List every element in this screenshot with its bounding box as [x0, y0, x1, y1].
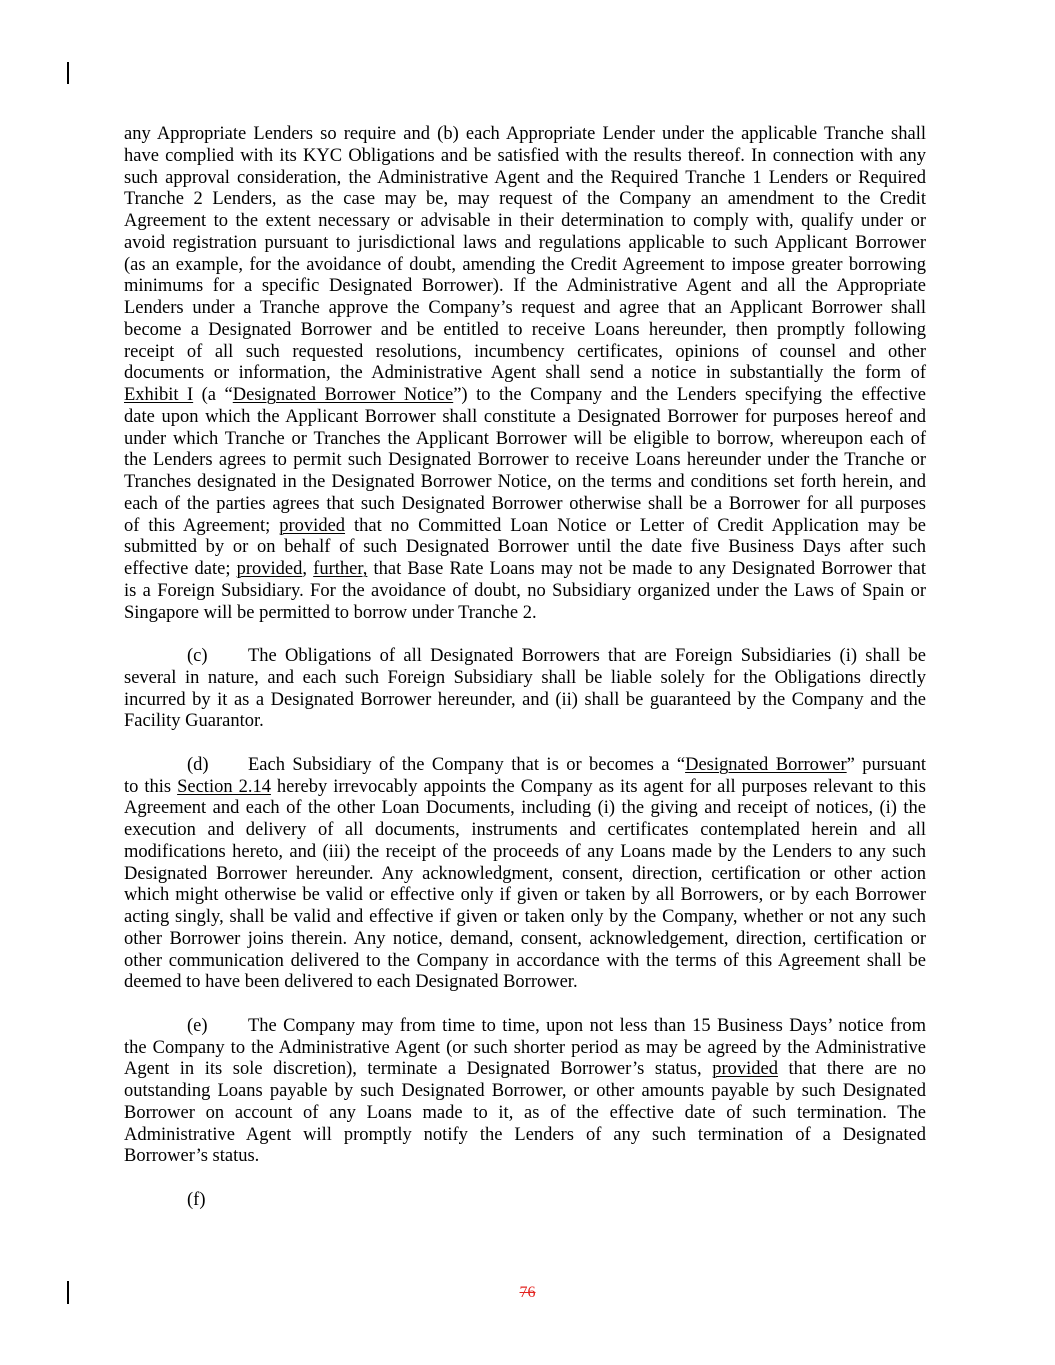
text-line [124, 690, 926, 712]
text-segment: avoid registration pursuant to jurisdictional laws and regulations applicable to such Applicant Borrower [124, 232, 926, 253]
text-segment: that there are no [777, 1059, 927, 1080]
text-line [124, 777, 926, 799]
text-line [124, 168, 926, 190]
text-segment: outstanding Loans payable by such Designated Borrower, or other amounts payable by such Designated [124, 1081, 926, 1101]
text-segment: date upon which the Applicant Borrower shall constitute a Designated Borrower for purposes hereof and [124, 406, 926, 427]
text-segment: Tranches designated in the Designated Borrower Notice, on the terms and conditions set forth herein, and [124, 472, 926, 492]
text-segment: documents or information, the Administrative Agent shall send a notice in substantially the form of [124, 363, 926, 384]
text-line [124, 298, 926, 320]
text-line [124, 929, 926, 951]
text-segment: such approval consideration, the Administrative Agent and the Required Tranche 1 Lenders or Required [124, 167, 926, 188]
text-segment: each of the parties agrees that such Designated Borrower otherwise shall be a Borrower for all purposes [124, 493, 926, 514]
text-line [124, 668, 926, 690]
text-line [124, 255, 926, 277]
text-segment: of this Agreement; [124, 515, 280, 536]
text-segment: the Lenders agrees to permit such Designated Borrower to receive Loans hereunder under the Tranche or [124, 450, 926, 471]
text-segment: minimums for a specific Designated Borrower). If the Administrative Agent and all the Appropriate [124, 276, 926, 297]
text-segment: hereby irrevocably appoints the Company as its agent for all purposes relevant to this [270, 776, 926, 797]
text-segment: under which Tranche or Tranches the Applicant Borrower will be eligible to borrow, whereupon each of [124, 428, 926, 449]
text-segment: Agreement to the extent necessary or advisable in their determination to comply with, qualify under or [124, 211, 926, 231]
underlined-term: provided [236, 559, 303, 579]
text-line [124, 363, 926, 385]
text-line [124, 1081, 926, 1103]
text-line [124, 146, 926, 168]
text-segment: the Company to the Administrative Agent (or such shorter period as may be agreed by the Administrative [124, 1037, 926, 1058]
paragraph-continued [124, 124, 926, 624]
paragraph-label: (c) [187, 646, 208, 666]
text-line [124, 1125, 926, 1147]
text-segment: Administrative Agent will promptly notify the Lenders of any such termination of a Designated [124, 1124, 926, 1145]
paragraph-label: (f) [187, 1189, 206, 1210]
text-segment: (as an example, for the avoidance of doubt, amending the Credit Agreement to impose greater borrowing [124, 254, 926, 275]
text-line [124, 1190, 926, 1212]
text-line [124, 494, 926, 516]
text-segment: Agent in its sole discretion), terminate a Designated Borrower’s status, [124, 1059, 713, 1080]
text-segment: The Obligations of all Designated Borrowers that are Foreign Subsidiaries (i) shall be [248, 646, 926, 666]
text-segment: The Company may from time to time, upon not less than 15 Business Days’ notice from [248, 1015, 926, 1036]
text-segment: Borrower on account of any Loans made to it, as of the effective date of such termination. The [124, 1102, 926, 1123]
text-segment: receipt of all such requested resolutions, incumbency certificates, opinions of counsel and other [124, 341, 926, 362]
text-line [124, 603, 926, 625]
text-line [124, 711, 926, 733]
paragraph-d [124, 755, 926, 994]
text-segment: deemed to have been delivered to each Designated Borrower. [124, 972, 578, 993]
text-line [124, 581, 926, 603]
text-segment: Tranche 2 Lenders, as the case may be, may request of the Company an amendment to the Credit [124, 189, 926, 210]
text-line [124, 450, 926, 472]
text-line [124, 189, 926, 211]
text-segment: Facility Guarantor. [124, 711, 264, 732]
text-line [124, 842, 926, 864]
text-segment: Designated Borrower hereunder. Any acknowledgment, consent, direction, certification or other action [124, 863, 926, 884]
paragraph-f [124, 1190, 926, 1212]
paragraph-label: (d) [187, 754, 209, 775]
text-line [124, 885, 926, 907]
text-line [124, 1016, 926, 1038]
text-segment: other Borrower joins therein. Any notice, demand, consent, acknowledgement, direction, certification or [124, 928, 926, 949]
text-line [124, 516, 926, 538]
text-segment: acting singly, shall be valid and effective if given or taken only by the Company, whether or not any such [124, 907, 926, 927]
text-segment: ”) to the Company and the Lenders specifying the effective [453, 385, 926, 405]
text-line [124, 407, 926, 429]
text-line [124, 646, 926, 668]
document-body [124, 124, 926, 1233]
text-segment: effective date; [124, 559, 237, 579]
text-line [124, 537, 926, 559]
text-line [124, 798, 926, 820]
text-segment: Each Subsidiary of the Company that is or becomes a “ [248, 754, 686, 775]
text-segment: Singapore will be permitted to borrow under Tranche 2. [124, 602, 537, 623]
text-line [124, 233, 926, 255]
text-line [124, 124, 926, 146]
underlined-term: Designated Borrower [685, 754, 847, 775]
text-segment: incurred by it as a Designated Borrower hereunder, and (ii) shall be guaranteed by the Company and the [124, 689, 926, 710]
underlined-term: provided [712, 1059, 778, 1080]
underlined-term: Exhibit I [124, 385, 194, 405]
text-segment: any Appropriate Lenders so require and (b) each Appropriate Lender under the applicable Tranche shall [124, 124, 926, 144]
text-line [124, 907, 926, 929]
text-line [124, 320, 926, 342]
text-segment: have complied with its KYC Obligations and be satisfied with the results thereof. In connection with any [124, 145, 926, 166]
text-segment: submitted by or on behalf of such Designated Borrower until the date five Business Days after such [124, 537, 926, 558]
paragraph-label: (e) [187, 1015, 208, 1036]
text-segment: other communication delivered to the Company in accordance with the terms of this Agreement shall be [124, 950, 926, 971]
text-line [124, 342, 926, 364]
text-segment: modifications hereto, and (iii) the receipt of the proceeds of any Loans made by the Lenders to any such [124, 841, 926, 862]
text-segment: execution and delivery of all documents, instruments and certificates contemplated herein and all [124, 820, 926, 840]
text-segment: that Base Rate Loans may not be made to any Designated Borrower that [367, 559, 927, 579]
text-line [124, 276, 926, 298]
underlined-term: provided [279, 515, 346, 536]
text-line [124, 385, 926, 407]
underlined-term: Section 2.14 [177, 776, 271, 797]
text-segment: become a Designated Borrower and be entitled to receive Loans hereunder, then promptly following [124, 319, 926, 340]
text-line [124, 429, 926, 451]
text-line [124, 972, 926, 994]
text-segment: ” pursuant [846, 754, 926, 775]
text-line [124, 951, 926, 973]
text-line [124, 211, 926, 233]
underlined-term: Designated Borrower Notice [232, 385, 454, 405]
text-line [124, 1103, 926, 1125]
text-line [124, 820, 926, 842]
text-line [124, 1146, 926, 1168]
text-segment: which might otherwise be valid or effective only if given or taken by all Borrowers, or by each Borrower [124, 885, 926, 906]
text-line [124, 1059, 926, 1081]
text-segment: , [302, 559, 314, 579]
text-segment: is a Foreign Subsidiary. For the avoidance of doubt, no Subsidiary organized under the Laws of Spain or [124, 580, 926, 601]
text-line [124, 755, 926, 777]
text-line [124, 864, 926, 886]
text-line [124, 472, 926, 494]
text-line [124, 1038, 926, 1060]
text-segment: Agreement and each of the other Loan Documents, including (i) the giving and receipt of notices, (i) the [124, 798, 926, 819]
text-segment: that no Committed Loan Notice or Letter of Credit Application may be [345, 515, 926, 536]
text-segment: Borrower’s status. [124, 1146, 260, 1167]
text-segment: several in nature, and each such Foreign Subsidiary shall be liable solely for the Obligations directly [124, 667, 926, 688]
revision-change-bar-top [67, 62, 69, 84]
text-segment: Lenders under a Tranche approve the Company’s request and agree that an Applicant Borrower shall [124, 298, 926, 318]
paragraph-e [124, 1016, 926, 1168]
paragraph-c [124, 646, 926, 733]
text-line [124, 559, 926, 581]
text-segment: (a “ [193, 385, 233, 405]
underlined-term: further, [313, 559, 368, 579]
text-segment: to this [124, 776, 178, 797]
page-number: 76 [519, 1284, 536, 1301]
